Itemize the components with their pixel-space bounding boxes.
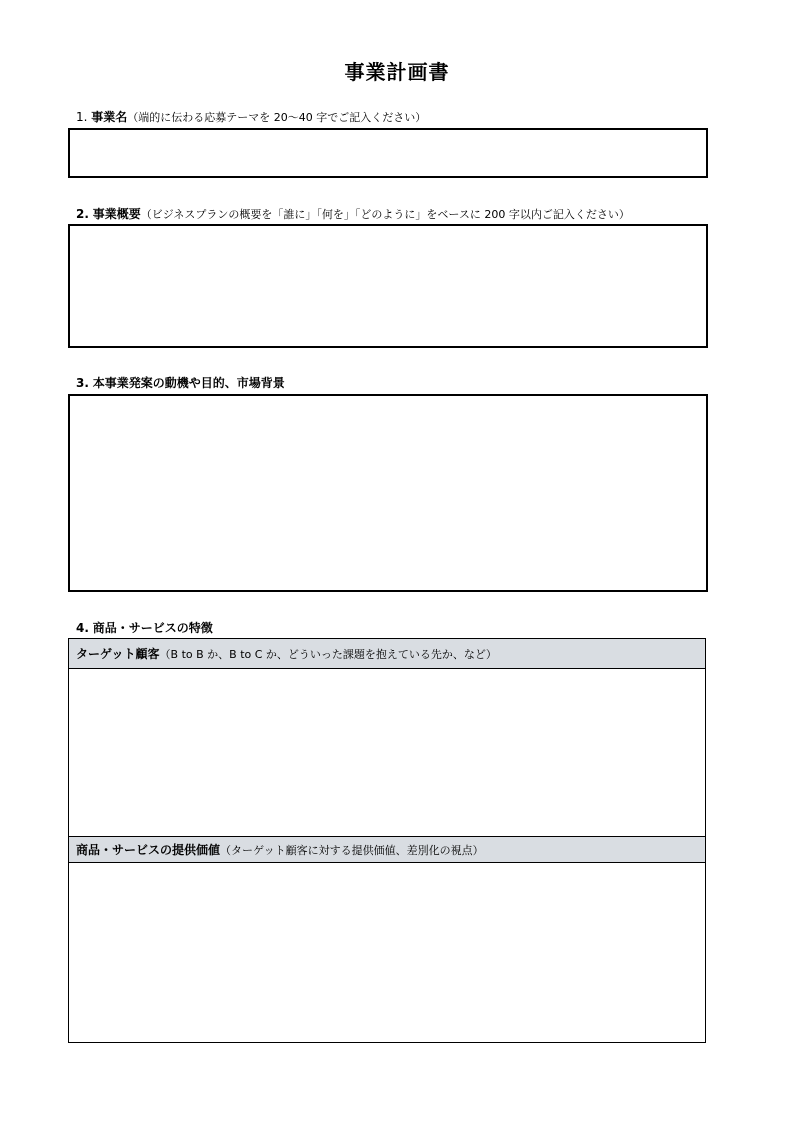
section-2-label [76,205,630,222]
target-customer-note: （B to B か、B to C か、どういった課題を抱えている先か、など） [159,647,497,661]
section-3-number: 3. [76,376,89,390]
value-proposition-field[interactable] [69,864,705,1040]
value-proposition-note: （ターゲット顧客に対する提供価値、差別化の視点） [220,843,484,857]
section-1-number: 1. [76,110,88,124]
section-2-number: 2. [76,207,89,221]
section-4-label [76,619,213,636]
document-title: 事業計画書 [344,60,450,84]
section-4-heading: 商品・サービスの特徴 [92,621,213,635]
section-1-heading: 事業名 [91,110,128,124]
project-summary-field[interactable] [68,224,708,348]
section-4-number: 4. [76,621,89,635]
target-customer-field[interactable] [69,670,705,835]
section-1-label [76,108,426,125]
value-proposition-heading: 商品・サービスの提供価値 [76,843,221,857]
target-customer-header [69,639,705,669]
section-3-heading: 本事業発案の動機や目的、市場背景 [92,376,285,390]
section-3-label [76,374,285,391]
product-features-table [68,638,706,1043]
section-1-note: （端的に伝わる応募テーマを 20～40 字でご記入ください） [127,111,427,124]
section-2-heading: 事業概要 [92,207,141,221]
section-2-note: （ビジネスプランの概要を「誰に」「何を」「どのように」をベースに 200 字以内ご記入ください） [140,208,630,221]
project-name-field[interactable] [68,128,708,178]
target-customer-heading: ターゲット顧客 [76,647,160,661]
value-proposition-header [69,837,705,863]
motivation-background-field[interactable] [68,394,708,592]
